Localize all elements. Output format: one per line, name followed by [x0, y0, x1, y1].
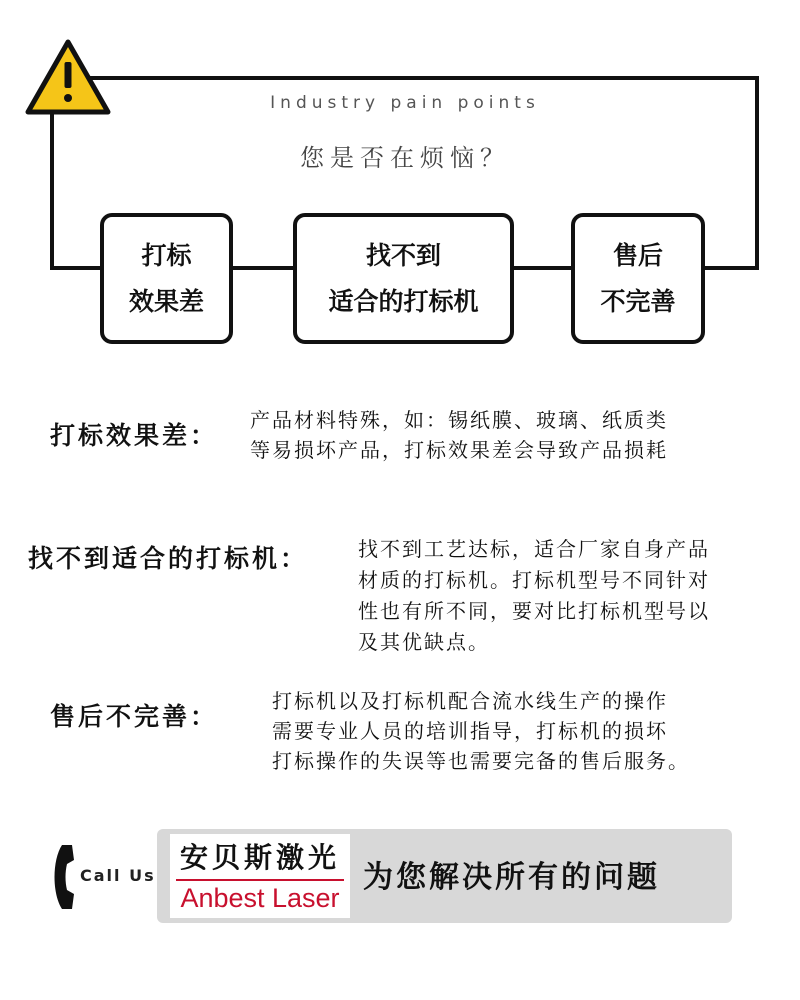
logo-divider [176, 879, 344, 881]
phone-icon[interactable] [48, 842, 82, 912]
page-question: 您是否在烦恼？ [300, 144, 510, 172]
eyebrow-label: Industry pain points [270, 93, 540, 113]
description-line: 需要专业人员的培训指导，打标机的损坏 [272, 719, 668, 743]
pain-point-title: 售后不完善： [50, 702, 219, 731]
description-line: 性也有所不同，要对比打标机型号以 [358, 599, 710, 623]
description-line: 打标操作的失误等也需要完备的售后服务。 [272, 749, 690, 773]
brand-logo [170, 834, 350, 918]
box-line: 不完善 [600, 286, 676, 316]
pain-point-title: 打标效果差： [50, 421, 219, 450]
box-line: 效果差 [128, 286, 204, 316]
box-line: 适合的打标机 [328, 286, 479, 316]
description-line: 等易损坏产品，打标效果差会导致产品损耗 [250, 438, 668, 462]
logo-chinese-name: 安贝斯激光 [179, 841, 340, 874]
description-line: 产品材料特殊，如：锡纸膜、玻璃、纸质类 [250, 408, 668, 432]
description-line: 打标机以及打标机配合流水线生产的操作 [272, 689, 668, 713]
logo-english-name: Anbest Laser [180, 883, 340, 913]
box-line: 售后 [612, 240, 663, 270]
pain-point-description [250, 405, 668, 465]
description-line: 找不到工艺达标，适合厂家自身产品 [358, 537, 710, 561]
pain-point-title: 找不到适合的打标机： [28, 544, 309, 573]
box-line: 打标 [141, 240, 192, 270]
description-line: 材质的打标机。打标机型号不同针对 [358, 568, 710, 592]
pain-box-after-sales [571, 213, 705, 344]
pain-box-marking-quality [100, 213, 233, 344]
pain-point-description [358, 534, 710, 658]
cta-text[interactable]: 为您解决所有的问题 [363, 860, 660, 895]
call-us-label[interactable]: Call Us [80, 866, 156, 885]
pain-box-no-suitable-machine [293, 213, 514, 344]
description-line: 及其优缺点。 [358, 630, 490, 654]
pain-point-description [272, 686, 690, 776]
box-line: 找不到 [365, 240, 441, 270]
